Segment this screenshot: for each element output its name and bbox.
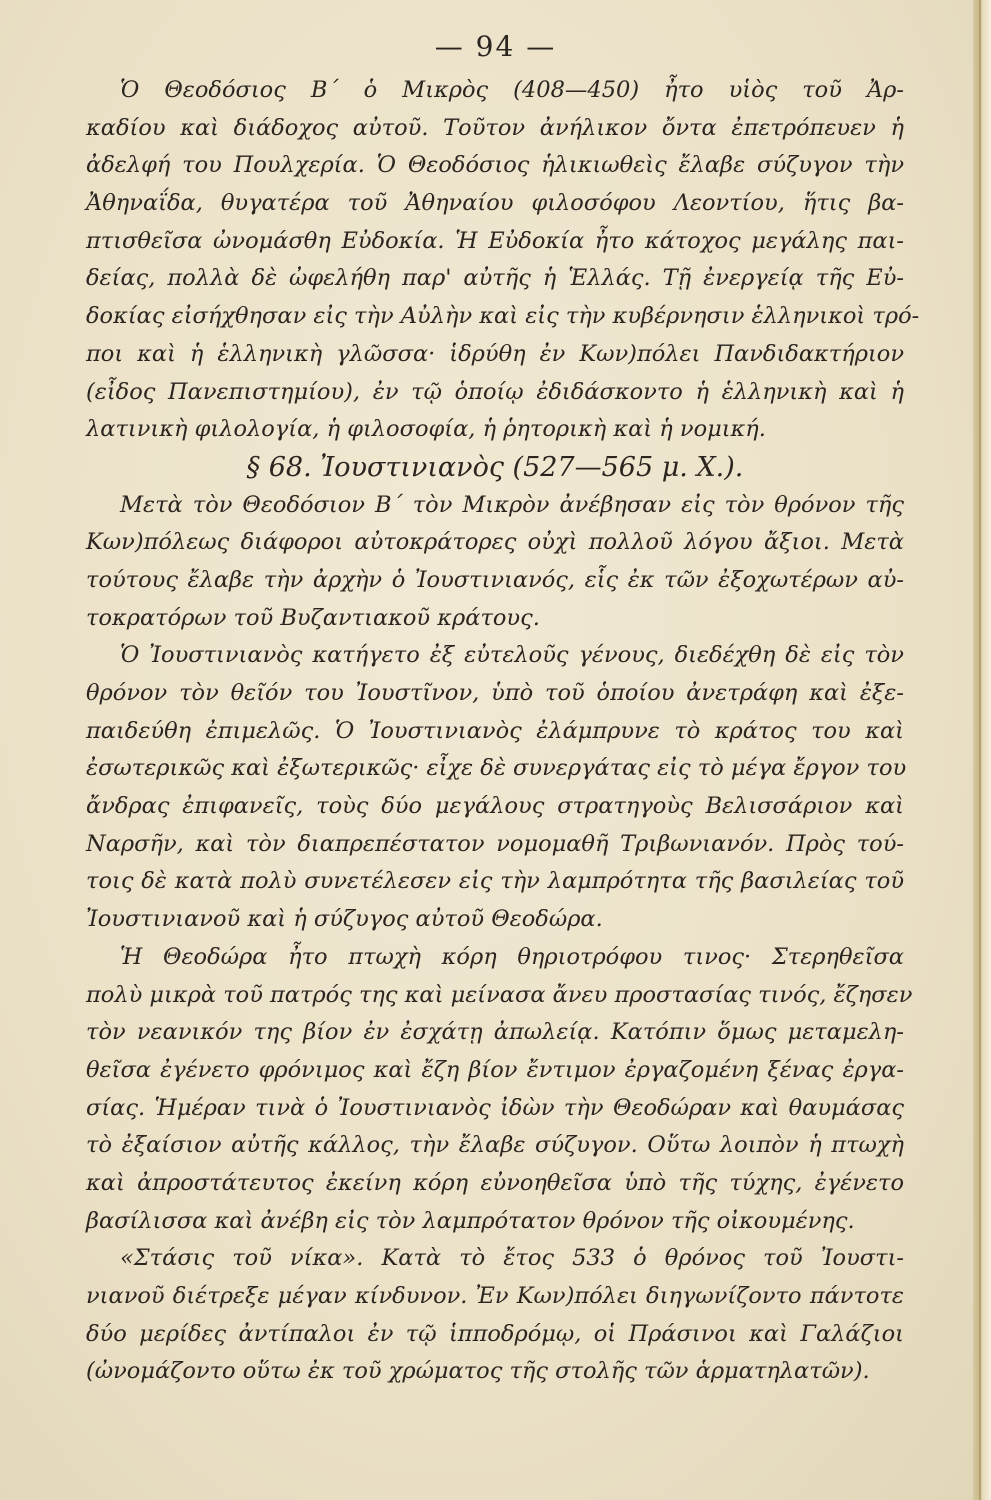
text-line: θρόνον τὸν θεῖόν του Ἰουστῖνον, ὑπὸ τοῦ ὁποίου ἀνετράφη καὶ ἐξε-: [86, 680, 904, 706]
text-line: ἀδελφή του Πουλχερία. Ὁ Θεοδόσιος ἡλικιωθεὶς ἔλαβε σύζυγον τὴν: [86, 152, 904, 179]
text-line: Ναρσῆν, καὶ τὸν διαπρεπέστατον νομομαθῆ Τριβωνιανόν. Πρὸς τού-: [86, 830, 904, 857]
text-line: λατινικὴ φιλολογία, ἡ φιλοσοφία, ἡ ῥητορικὴ καὶ ἡ νομική.: [86, 416, 766, 443]
text-line: «Στάσις τοῦ νίκα». Κατὰ τὸ ἔτος 533 ὁ θρόνος τοῦ Ἰουστι-: [120, 1245, 904, 1272]
text-line: (εἶδος Πανεπιστημίου), ἐν τῷ ὁποίῳ ἐδιδάσκοντο ἡ ἑλληνικὴ καὶ ἡ: [86, 378, 904, 405]
text-line: νιανοῦ διέτρεξε μέγαν κίνδυνον. Ἐν Κων)πόλει διηγωνίζοντο πάντοτε: [86, 1283, 904, 1309]
text-line: πτισθεῖσα ὠνομάσθη Εὐδοκία. Ἡ Εὐδοκία ἦτο κάτοχος μεγάλης παι-: [86, 227, 904, 254]
text-line: Ἀθηναΐδα, θυγατέρα τοῦ Ἀθηναίου φιλοσόφου Λεοντίου, ἥτις βα-: [86, 190, 904, 217]
text-line: Ὁ Ἰουστινιανὸς κατήγετο ἐξ εὐτελοῦς γένους, διεδέχθη δὲ εἰς τὸν: [120, 642, 904, 669]
text-line: ἐσωτερικῶς καὶ ἐξωτερικῶς· εἶχε δὲ συνεργάτας εἰς τὸ μέγα ἔργον του: [86, 755, 907, 782]
text-line: Μετὰ τὸν Θεοδόσιον Β΄ τὸν Μικρὸν ἀνέβησαν εἰς τὸν θρόνον τῆς: [120, 491, 904, 518]
text-line: βασίλισσα καὶ ἀνέβη εἰς τὸν λαμπρότατον θρόνον τῆς οἰκουμένης.: [86, 1207, 855, 1234]
text-line: τούτους ἔλαβε τὴν ἀρχὴν ὁ Ἰουστινιανός, εἷς ἐκ τῶν ἐξοχωτέρων αὐ-: [86, 566, 904, 593]
text-line: τὸ ἐξαίσιον αὐτῆς κάλλος, τὴν ἔλαβε σύζυγον. Οὕτω λοιπὸν ἡ πτωχὴ: [86, 1132, 904, 1159]
text-line: δοκίας εἰσήχθησαν εἰς τὴν Αὐλὴν καὶ εἰς τὴν κυβέρνησιν ἑλληνικοὶ τρό-: [86, 303, 920, 330]
text-line: παιδεύθη ἐπιμελῶς. Ὁ Ἰουστινιανὸς ἐλάμπρυνε τὸ κράτος του καὶ: [86, 717, 904, 744]
text-line: πολὺ μικρὰ τοῦ πατρός της καὶ μείνασα ἄνευ προστασίας τινός, ἔζησεν: [86, 981, 913, 1008]
text-line: καὶ ἀπροστάτευτος ἐκείνη κόρη εὐνοηθεῖσα ὑπὸ τῆς τύχης, ἐγένετο: [86, 1169, 904, 1196]
binding-line: [979, 0, 981, 1500]
text-line: (ὠνομάζοντο οὕτω ἐκ τοῦ χρώματος τῆς στολῆς τῶν ἁρματηλατῶν).: [86, 1358, 870, 1385]
text-line: ἄνδρας ἐπιφανεῖς, τοὺς δύο μεγάλους στρατηγοὺς Βελισσάριον καὶ: [86, 793, 904, 820]
text-line: Ὁ Θεοδόσιος Β΄ ὁ Μικρὸς (408—450) ἦτο υἱὸς τοῦ Ἀρ-: [120, 77, 904, 103]
text-line: δύο μερίδες ἀντίπαλοι ἐν τῷ ἱπποδρόμῳ, οἱ Πράσινοι καὶ Γαλάζιοι: [86, 1320, 904, 1347]
body-text: [86, 72, 920, 1391]
text-line: θεῖσα ἐγένετο φρόνιμος καὶ ἔζη βίον ἔντιμον ἐργαζομένη ξένας ἐργα-: [86, 1056, 904, 1083]
page-edge: [973, 0, 991, 1500]
page-number: — 94 —: [434, 30, 557, 63]
text-line: δείας, πολλὰ δὲ ὠφελήθη παρ' αὐτῆς ἡ Ἑλλάς. Τῇ ἐνεργείᾳ τῆς Εὐ-: [86, 265, 904, 292]
text-line: Κων)πόλεως διάφοροι αὐτοκράτορες οὐχὶ πολλοῦ λόγου ἄξιοι. Μετὰ: [86, 529, 904, 556]
text-line: τὸν νεανικόν της βίον ἐν ἐσχάτῃ ἀπωλείᾳ. Κατόπιν ὅμως μεταμελη-: [86, 1019, 904, 1046]
text-line: σίας. Ἡμέραν τινὰ ὁ Ἰουστινιανὸς ἰδὼν τὴν Θεοδώραν καὶ θαυμάσας: [86, 1094, 904, 1121]
text-line: καδίου καὶ διάδοχος αὐτοῦ. Τοῦτον ἀνήλικον ὄντα ἐπετρόπευεν ἡ: [86, 114, 904, 141]
text-line: τοις δὲ κατὰ πολὺ συνετέλεσεν εἰς τὴν λαμπρότητα τῆς βασιλείας τοῦ: [86, 868, 904, 895]
text-line: τοκρατόρων τοῦ Βυζαντιακοῦ κράτους.: [86, 604, 540, 631]
section-heading: § 68. Ἰουστινιανὸς (527—565 μ. Χ.).: [246, 451, 744, 483]
text-line: Ἡ Θεοδώρα ἦτο πτωχὴ κόρη θηριοτρόφου τινος· Στερηθεῖσα: [120, 943, 904, 970]
text-line: ποι καὶ ἡ ἑλληνικὴ γλῶσσα· ἱδρύθη ἐν Κων)πόλει Πανδιδακτήριον: [86, 340, 904, 367]
text-line: Ἰουστινιανοῦ καὶ ἡ σύζυγος αὐτοῦ Θεοδώρα.: [86, 906, 603, 933]
